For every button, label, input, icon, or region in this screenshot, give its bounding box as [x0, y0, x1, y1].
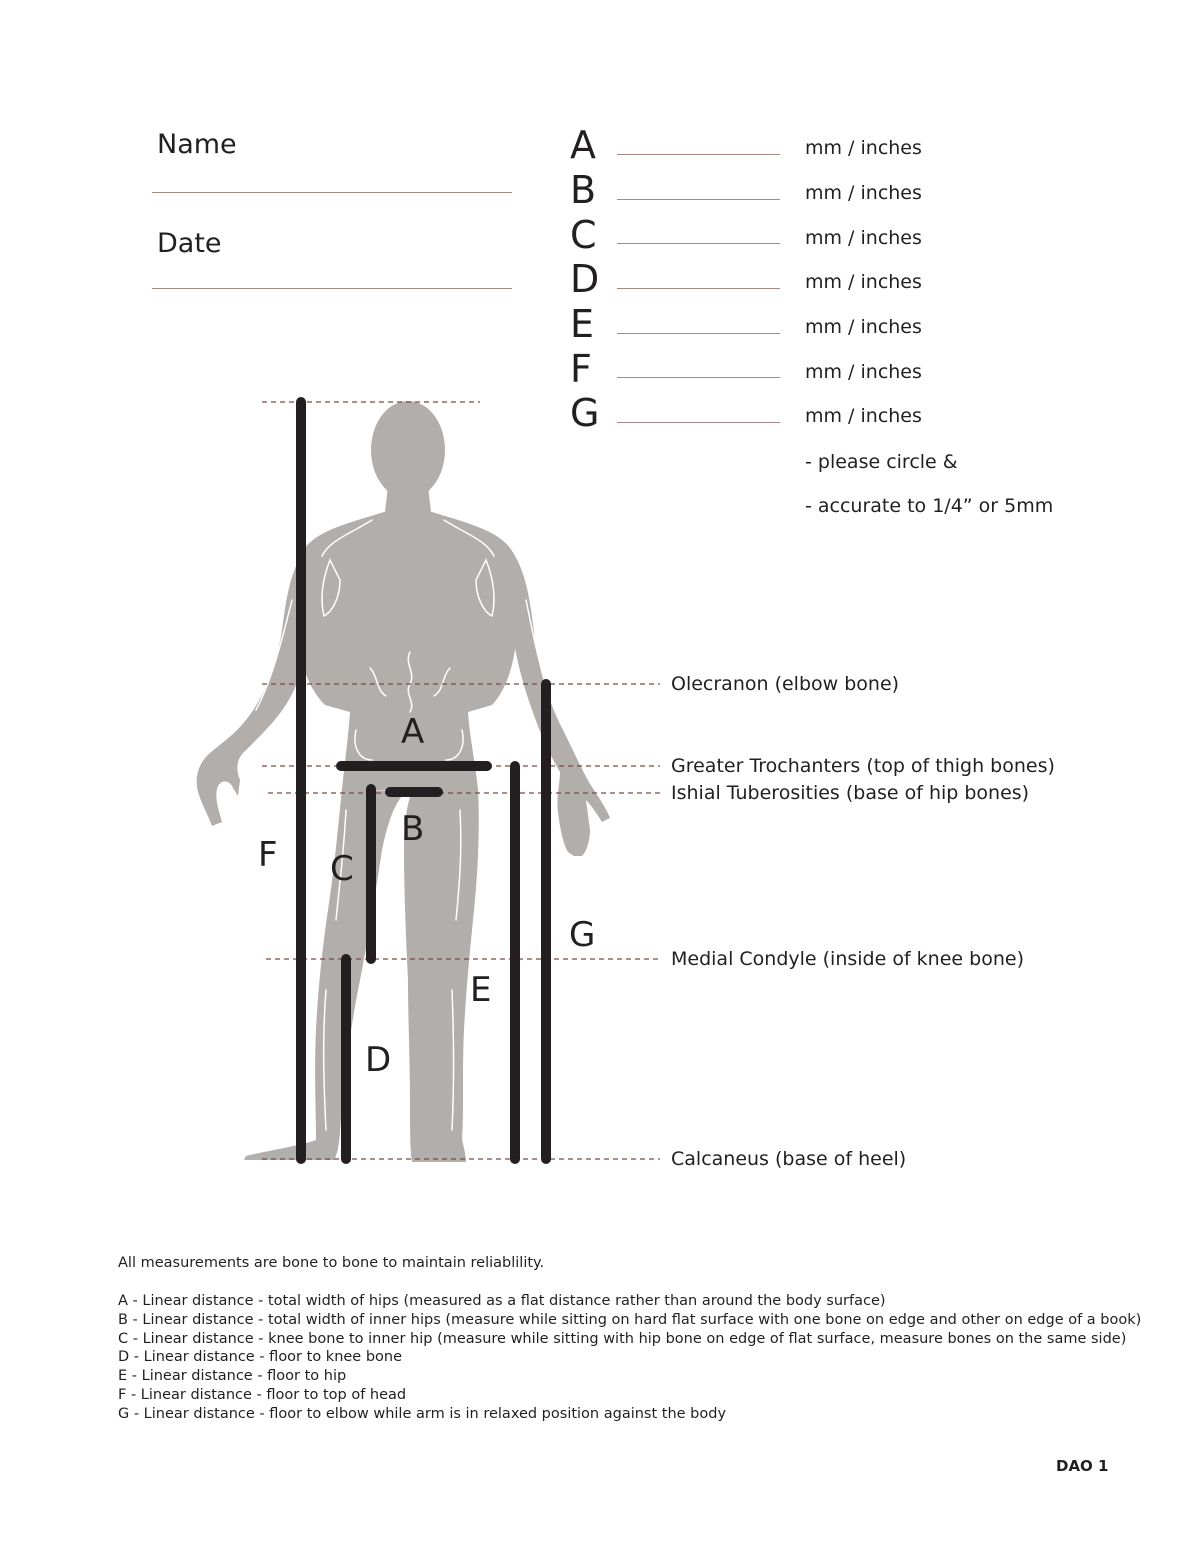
bar-label-g: G — [569, 915, 596, 955]
measurement-letter: G — [570, 391, 600, 435]
measurement-letter: E — [570, 302, 595, 346]
landmark-label-ishial-tuberosities: Ishial Tuberosities (base of hip bones) — [671, 782, 1030, 804]
measurement-unit[interactable]: mm / inches — [805, 137, 922, 159]
bar-label-c: C — [330, 849, 354, 889]
measurement-unit[interactable]: mm / inches — [805, 227, 922, 249]
landmark-label-calcaneus: Calcaneus (base of heel) — [671, 1148, 907, 1170]
measurement-letter: D — [570, 257, 600, 301]
measurement-unit[interactable]: mm / inches — [805, 405, 922, 427]
definition-g: G - Linear distance - floor to elbow while arm is in relaxed position against the body — [118, 1405, 727, 1422]
footer-intro: All measurements are bone to bone to maintain reliablility. — [118, 1255, 545, 1271]
measurement-definitions — [118, 1292, 1141, 1424]
bar-label-a: A — [401, 712, 425, 752]
definition-e: E - Linear distance - floor to hip — [118, 1368, 347, 1385]
note-accuracy: - accurate to 1/4” or 5mm — [805, 495, 1054, 517]
definition-a: A - Linear distance - total width of hips (measured as a flat distance rather than around the body surface) — [118, 1293, 886, 1309]
measurement-unit[interactable]: mm / inches — [805, 316, 922, 338]
note-circle: - please circle & — [805, 451, 958, 473]
date-label: Date — [157, 228, 222, 259]
measurement-unit[interactable]: mm / inches — [805, 182, 922, 204]
measurement-letter: B — [570, 168, 597, 212]
name-label: Name — [157, 129, 237, 160]
measurement-unit[interactable]: mm / inches — [805, 361, 922, 383]
bar-label-e: E — [470, 970, 492, 1010]
landmark-label-greater-trochanters: Greater Trochanters (top of thigh bones) — [671, 755, 1055, 777]
measurement-letter: A — [570, 123, 596, 167]
definition-f: F - Linear distance - floor to top of head — [118, 1386, 407, 1403]
measurement-letter: F — [570, 347, 592, 391]
definition-c: C - Linear distance - knee bone to inner hip (measure while sitting with hip bone on edge of flat surface, measure bones on the same side) — [118, 1330, 1127, 1347]
landmark-label-medial-condyle: Medial Condyle (inside of knee bone) — [671, 948, 1024, 970]
page-code: DAO 1 — [1056, 1457, 1109, 1475]
measurement-unit[interactable]: mm / inches — [805, 271, 922, 293]
bar-label-f: F — [258, 835, 278, 875]
definition-b: B - Linear distance - total width of inner hips (measure while sitting on hard flat surface with one bone on edge and other on edge of a book) — [118, 1311, 1142, 1328]
bar-label-b: B — [401, 809, 425, 849]
landmark-label-olecranon: Olecranon (elbow bone) — [671, 673, 900, 695]
definition-d: D - Linear distance - floor to knee bone — [118, 1349, 403, 1366]
bar-label-d: D — [365, 1040, 392, 1080]
measurement-letter: C — [570, 213, 597, 257]
